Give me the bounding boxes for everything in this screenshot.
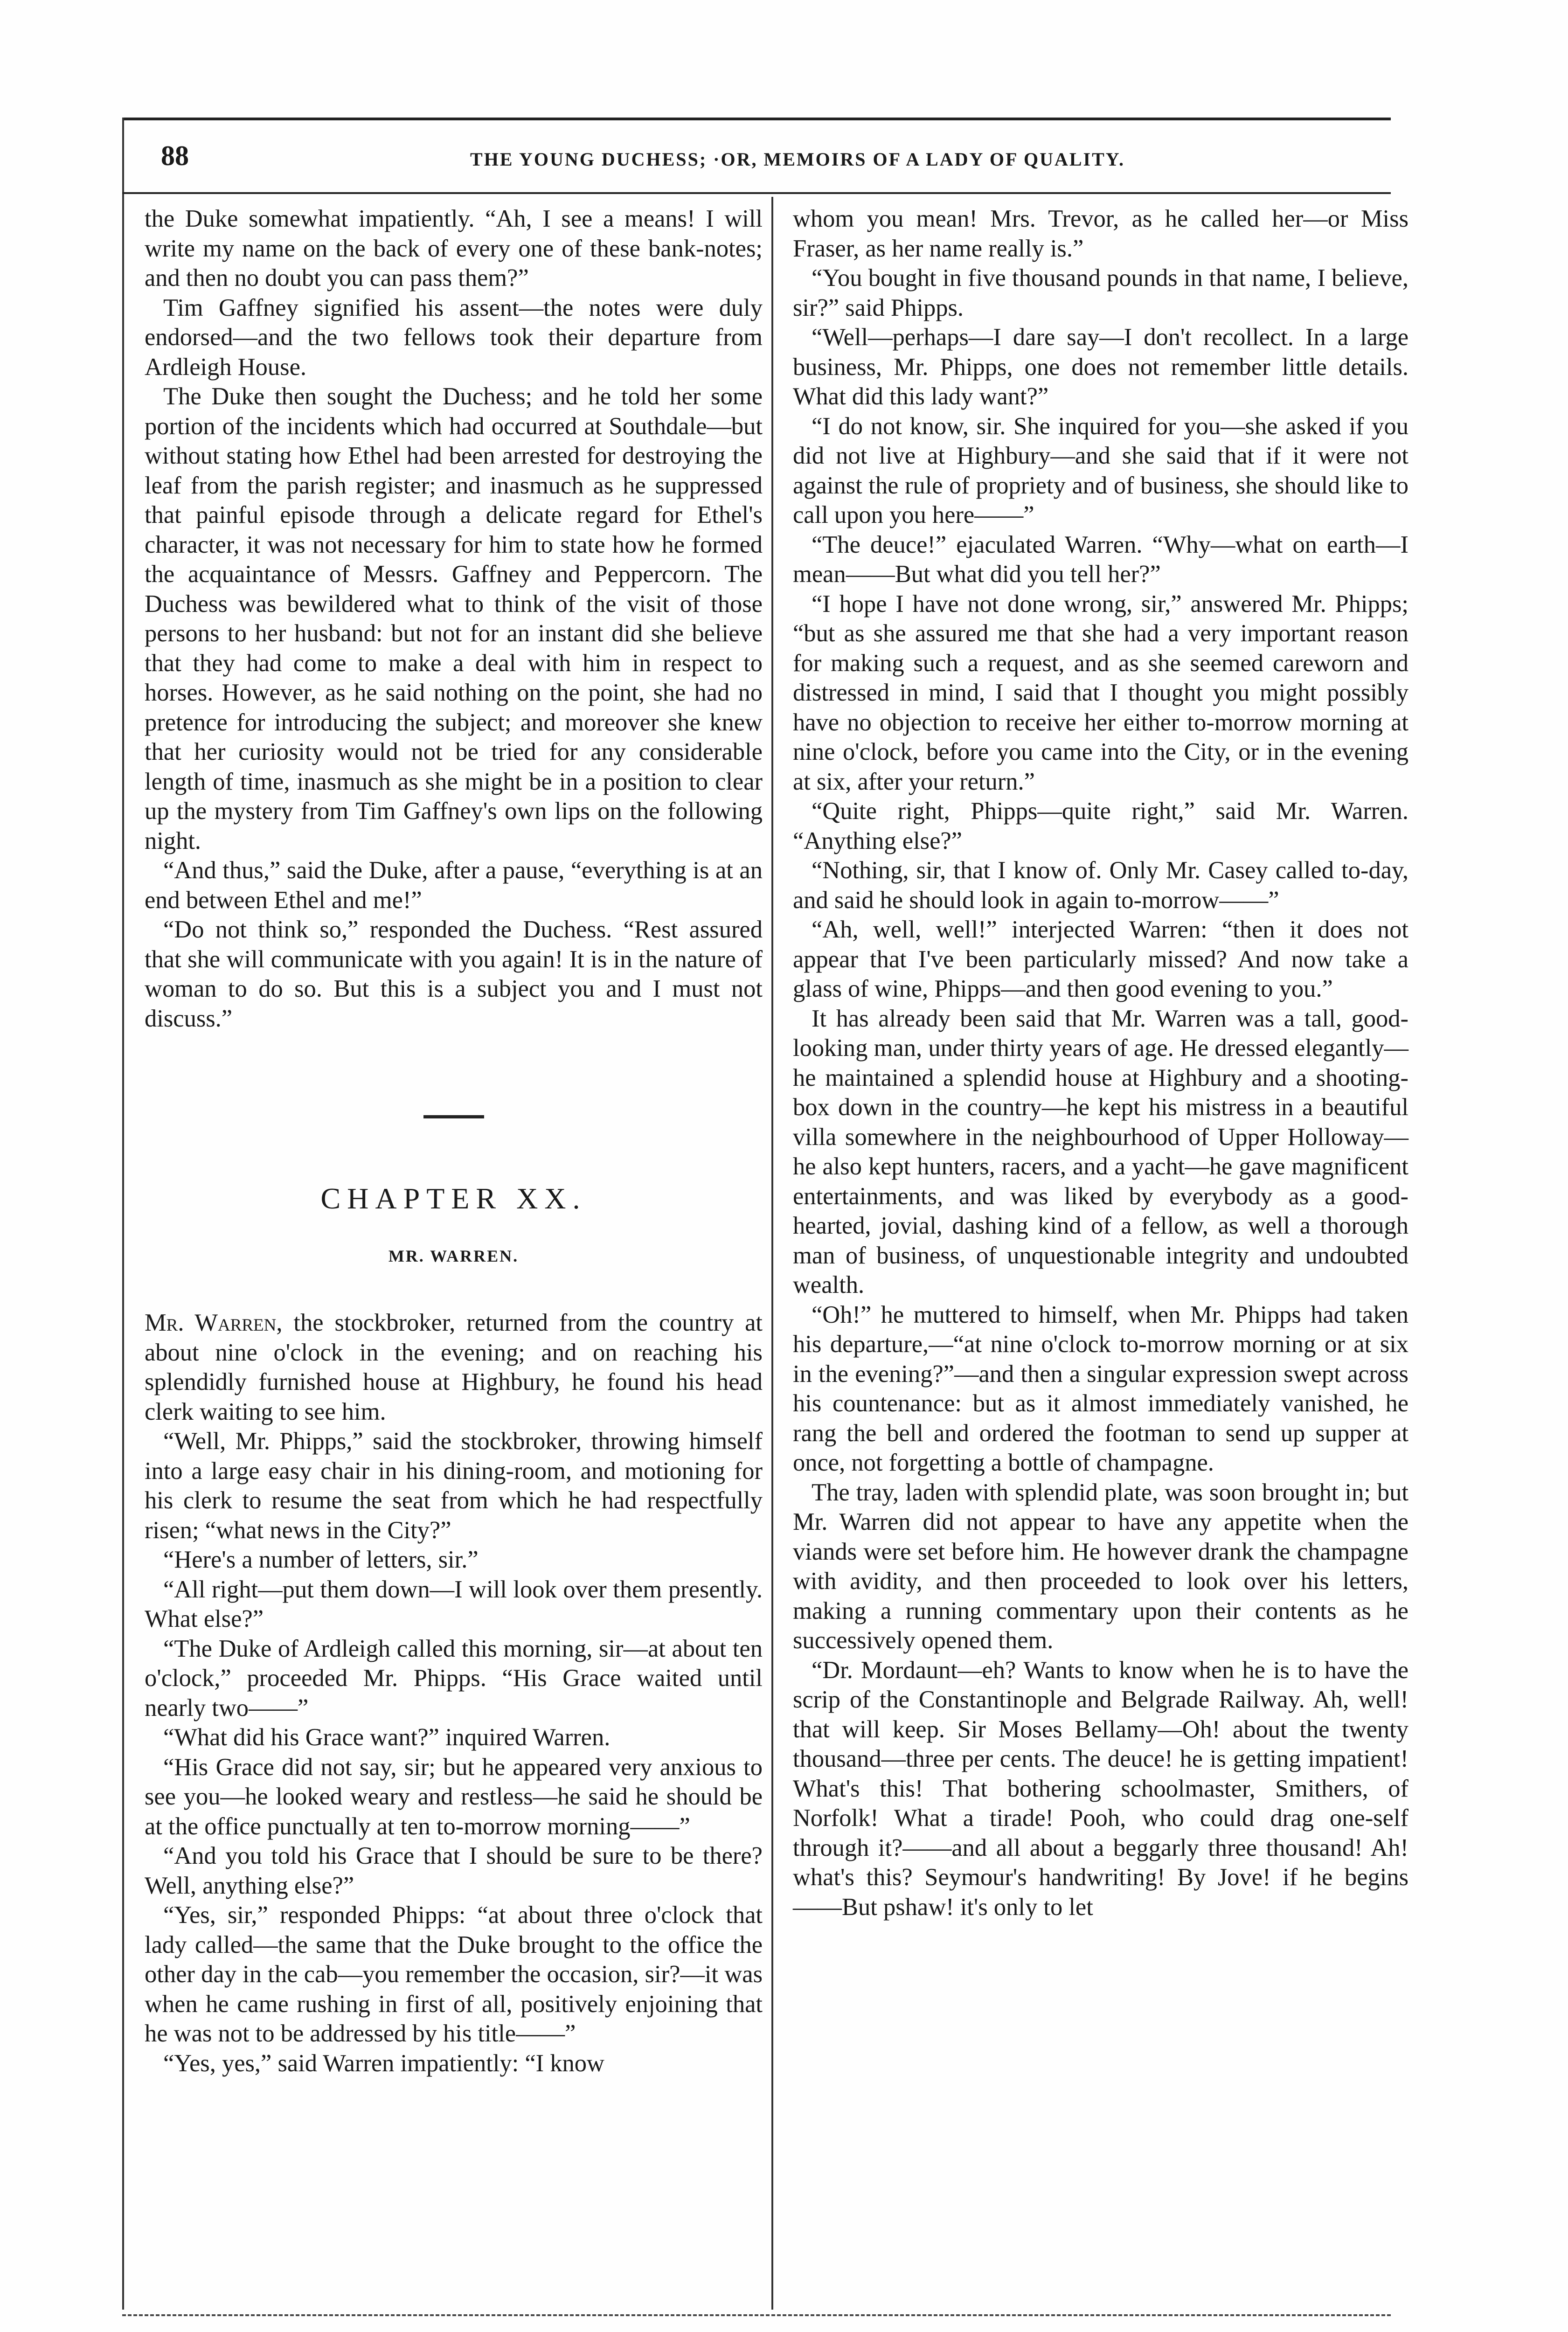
paragraph: “Yes, sir,” responded Phipps: “at about three o'clock that lady called—the same that the Duke brought to the office the other day in the cab—you remember the occasion, sir?—it was when he came rushing in first of all, positively enjoining that he was not to be addressed by his title——”	[145, 1902, 763, 2047]
paragraph: “Nothing, sir, that I know of. Only Mr. Casey called to-day, and said he should look in again to-morrow——”	[793, 857, 1408, 914]
paragraph: whom you mean! Mrs. Trevor, as he called her—or Miss Fraser, as her name really is.”	[793, 205, 1408, 262]
paragraph: “All right—put them down—I will look over them presently. What else?”	[145, 1575, 763, 1632]
paragraph: The tray, laden with splendid plate, was soon brought in; but Mr. Warren did not appear to have any appetite when the viands were set before him. He however drank the champagne with avidity, and then proceeded to look over his letters, making a running commentary upon their contents as he successively opened them.	[793, 1478, 1408, 1654]
right-column	[793, 204, 1408, 1922]
paragraph: “Do not think so,” responded the Duchess. “Rest assured that she will communicate with you again! It is in the nature of woman to do so. But this is a subject you and I must not discuss.”	[145, 916, 763, 1032]
paragraph: “Well, Mr. Phipps,” said the stockbroker, throwing himself into a large easy chair in his dining-room, and motioning for his clerk to resume the seat from which he had respectfully risen; “what news in the City?”	[145, 1428, 763, 1544]
paragraph: “And thus,” said the Duke, after a pause, “everything is at an end between Ethel and me!”	[145, 857, 763, 914]
paragraph: “Quite right, Phipps—quite right,” said Mr. Warren. “Anything else?”	[793, 798, 1408, 854]
paragraph: “Yes, yes,” said Warren impatiently: “I know	[163, 2049, 604, 2077]
paragraph: “The deuce!” ejaculated Warren. “Why—what on earth—I mean——But what did you tell her?”	[793, 531, 1408, 588]
paragraph: “Well—perhaps—I dare say—I don't recollect. In a large business, Mr. Phipps, one does not remember little details. What did this lady want?”	[793, 324, 1408, 410]
paragraph: “Oh!” he muttered to himself, when Mr. Phipps had taken his departure,—“at nine o'clock to-morrow morning or at six in the evening?”—and then a singular expression swept across his countenance: but as it almost immediately vanished, he rang the bell and ordered the footman to send up supper at once, not forgetting a bottle of champagne.	[793, 1301, 1408, 1476]
left-column	[145, 204, 763, 2078]
paragraph: “Ah, well, well!” interjected Warren: “then it does not appear that I've been particularly missed? And now take a glass of wine, Phipps—and then good evening to you.”	[793, 916, 1408, 1002]
running-title: THE YOUNG DUCHESS; ·OR, MEMOIRS OF A LADY OF QUALITY.	[470, 149, 1125, 170]
paragraph: It has already been said that Mr. Warren was a tall, good-looking man, under thirty years of age. He dressed elegantly—he maintained a splendid house at Highbury and a shooting-box down in the country—he kept his mistress in a beautiful villa somewhere in the neighbourhood of Upper Holloway—he also kept hunters, racers, and a yacht—he gave magnificent entertainments, and was liked by everybody as a good-hearted, jovial, dashing kind of a fellow, as well a thorough man of business, of unquestionable integrity and undoubted wealth.	[793, 1005, 1408, 1298]
chapter-opening-paragraph	[145, 1308, 763, 1427]
paragraph: “His Grace did not say, sir; but he appeared very anxious to see you—he looked weary and restless—he said he should be at the office punctually at ten to-morrow morning——”	[145, 1753, 763, 1840]
paragraph: “I do not know, sir. She inquired for you—she asked if you did not live at Highbury—and she said that if it were not against the rule of propriety and of business, she should like to call upon you here——”	[793, 412, 1408, 528]
page-number: 88	[161, 140, 189, 171]
paragraph: “I hope I have not done wrong, sir,” answered Mr. Phipps; “but as she assured me that she had a very important reason for making such a request, and as she seemed careworn and distressed in mind, I said that I thought you might possibly have no objection to receive her either to-morrow morning at nine o'clock, before you came into the City, or in the evening at six, after your return.”	[793, 590, 1408, 795]
chapter-subtitle: MR. WARREN.	[388, 1246, 519, 1265]
paragraph: the Duke somewhat impatiently. “Ah, I see a means! I will write my name on the back of every one of these bank-notes; and then no doubt you can pass them?”	[145, 205, 763, 292]
left-margin-rule	[122, 118, 124, 2310]
opening-name: Mr. Warren	[145, 1309, 277, 1336]
paragraph: “And you told his Grace that I should be sure to be there? Well, anything else?”	[145, 1842, 763, 1899]
chapter-title: CHAPTER XX.	[320, 1182, 587, 1215]
paragraph: “What did his Grace want?” inquired Warren.	[163, 1724, 611, 1751]
paragraph: The Duke then sought the Duchess; and he told her some portion of the incidents which had occurred at Southdale—but without stating how Ethel had been arrested for destroying the leaf from the parish register; and inasmuch as he suppressed that painful episode through a delicate regard for Ethel's character, it was not necessary for him to state how he formed the acquaintance of Messrs. Gaffney and Peppercorn. The Duchess was bewildered what to think of the visit of those persons to her husband: but not for an instant did she believe that they had come to make a deal with him in respect to horses. However, as he said nothing on the point, she had no pretence for introducing the subject; and moreover she knew that her curiosity would not be tried for any considerable length of time, inasmuch as she might be in a position to clear up the mystery from Tim Gaffney's own lips on the following night.	[145, 383, 763, 854]
bottom-rule	[122, 2314, 1391, 2318]
paragraph: “Here's a number of letters, sir.”	[163, 1546, 479, 1573]
chapter-rule	[423, 1115, 484, 1118]
opening-text: , the stockbroker, returned from the country at about nine o'clock in the evening; and on reaching his splendidly furnished house at Highbury, he found his head clerk waiting to see him.	[145, 1309, 763, 1425]
header-rule	[122, 192, 1391, 194]
column-divider	[771, 197, 773, 2310]
paragraph: “You bought in five thousand pounds in that name, I believe, sir?” said Phipps.	[793, 264, 1408, 321]
paragraph: “The Duke of Ardleigh called this morning, sir—at about ten o'clock,” proceeded Mr. Phipps. “His Grace waited until nearly two——”	[145, 1635, 763, 1721]
paragraph: “Dr. Mordaunt—eh? Wants to know when he is to have the scrip of the Constantinople and Belgrade Railway. Ah, well! that will keep. Sir Moses Bellamy—Oh! about the twenty thousand—three per cents. The deuce! he is getting impatient! What's this! That bothering schoolmaster, Smithers, of Norfolk! What a tirade! Pooh, who could drag one-self through it?——and all about a beggarly three thousand! Ah! what's this? Seymour's handwriting! By Jove! if he begins——But pshaw! it's only to let	[793, 1656, 1408, 1921]
top-rule	[122, 118, 1391, 120]
paragraph: Tim Gaffney signified his assent—the notes were duly endorsed—and the two fellows took their departure from Ardleigh House.	[145, 294, 763, 381]
